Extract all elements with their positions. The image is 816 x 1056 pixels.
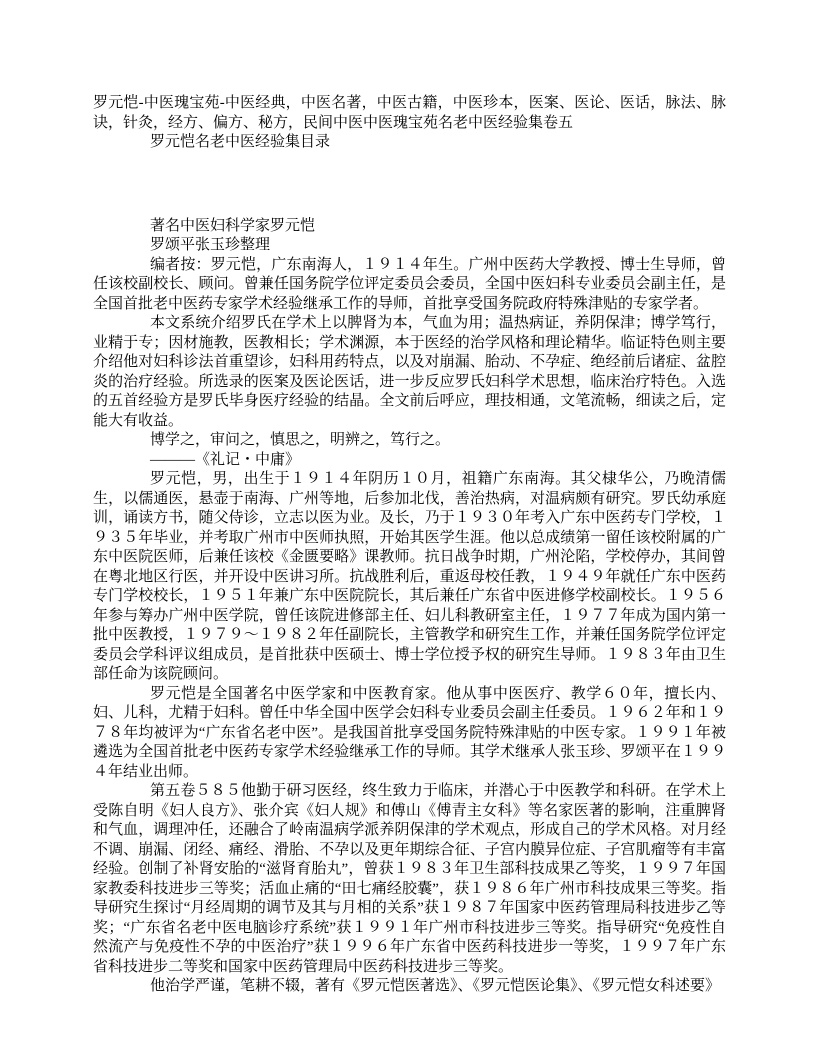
byline: 罗颂平张玉珍整理	[150, 237, 271, 253]
quote-line: 博学之，审问之，慎思之，明辨之，笃行之。	[150, 432, 451, 448]
header-line: 罗元恺-中医瑰宝苑-中医经典，中医名著，中医古籍，中医珍本，医案、医论、医话，脉法、脉诀，针灸，经方、偏方、秘方，民间中医中医瑰宝苑名老中医经验集卷五	[93, 95, 726, 131]
blank-lines-gap	[93, 153, 726, 217]
quote-source-line: ———《礼记・中庸》	[150, 451, 301, 468]
article-title: 著名中医妇科学家罗元恺	[150, 217, 316, 234]
biography-paragraph-1: 罗元恺，男，出生于１９１４年阴历１０月，祖籍广东南海。其父棣华公，乃晚清儒生，以儒通医，悬壶于南海、广州等地，后参加北伐，善治热病，对温病颇有研究。罗氏幼承庭训，诵读方书，随父侍诊，立志以医为业。及长，乃于１９３０年考入广东中医药专门学校，１９３５年毕业，并考取广州市中医师执照，开始其医学生涯。他以总成绩第一留任该校附属的广东中医院医师，后兼任该校《金匮要略》课教师。抗日战争时期，广州沦陷，学校停办，其间曾在粤北地区行医，并开设中医讲习所。抗战胜利后，重返母校任教，１９４９年就任广东中医药专门学校校长，１９５１年兼广东中医院院长，其后兼任广东省中医进修学校副校长。１９５６年参与筹办广州中医学院，曾任该院进修部主任、妇儿科教研室主任，１９７７年成为国内第一批中医教授，１９７９～１９８２年任副院长，主管教学和研究生工作，并兼任国务院学位评定委员会学科评议组成员，是首批获中医硕士、博士学位授予权的研究生导师。１９８３年由卫生部任命为该院顾问。	[93, 471, 726, 682]
biography-paragraph-3: 第五卷５８５他勤于研习医经，终生致力于临床，并潜心于中医教学和科研。在学术上受陈自明《妇人良方》、张介宾《妇人规》和傅山《傅青主女科》等名家医著的影响，注重脾肾和气血，调理冲任，还融合了岭南温病学派养阴保津的学术观点，形成自己的学术风格。对月经不调、崩漏、闭经、痛经、滑胎、不孕以及更年期综合征、子宫内膜异位症、子宫肌瘤等有丰富经验。创制了补肾安胎的“滋肾育胎丸”，曾获１９８３年卫生部科技成果乙等奖，１９９７年国家教委科技进步三等奖；活血止痛的“田七痛经胶囊”，获１９８６年广州市科技成果三等奖。指导研究生探讨“月经周期的调节及其与月相的关系”获１９８７年国家中医药管理局科技进步乙等奖；“广东省名老中医电脑诊疗系统”获１９９１年广州市科技进步三等奖。指导研究“免疫性自然流产与免疫性不孕的中医治疗”获１９９６年广东省中医药科技进步一等奖，１９９７年广东省科技进步二等奖和国家中医药管理局中医药科技进步三等奖。	[93, 783, 726, 975]
toc-title: 罗元恺名老中医经验集目录	[150, 134, 331, 150]
biography-paragraph-2: 罗元恺是全国著名中医学家和中医教育家。他从事中医医疗、教学６０年，擅长内、妇、儿科，尤精于妇科。曾任中华全国中医学会妇科专业委员会副主任委员。１９６２年和１９７８年均被评为“广东省名老中医”。是我国首批享受国务院特殊津贴的中医专家。１９９１年被遴选为全国首批老中医药专家学术经验继承工作的导师。其学术继承人张玉珍、罗颂平在１９９４年结业出师。	[93, 685, 726, 780]
works-paragraph: 他治学严谨，笔耕不辍，著有《罗元恺医著选》、《罗元恺医论集》、《罗元恺女科述要》	[150, 978, 721, 994]
editor-note-paragraph: 编者按：罗元恺，广东南海人，１９１４年生。广州中医药大学教授、博士生导师，曾任该校副校长、顾问。曾兼任国务院学位评定委员会委员，全国中医妇科专业委员会副主任，是全国首批老中医药专家学术经验继承工作的导师，首批享受国务院政府特殊津贴的专家学者。	[93, 256, 726, 312]
summary-paragraph: 本文系统介绍罗氏在学术上以脾肾为本，气血为用；温热病证，养阴保津；博学笃行，业精于专；因材施教，医教相长；学术渊源，本于医经的治学风格和理论精华。临证特色则主要介绍他对妇科诊法首重望诊，妇科用药特点，以及对崩漏、胎动、不孕症、绝经前后诸症、盆腔炎的治疗经验。所选录的医案及医论医话，进一步反应罗氏妇科学术思想，临床治疗特色。入选的五首经验方是罗氏毕身医疗经验的结晶。全文前后呼应，理技相通，文笔流畅，细读之后，定能大有收益。	[93, 315, 726, 429]
